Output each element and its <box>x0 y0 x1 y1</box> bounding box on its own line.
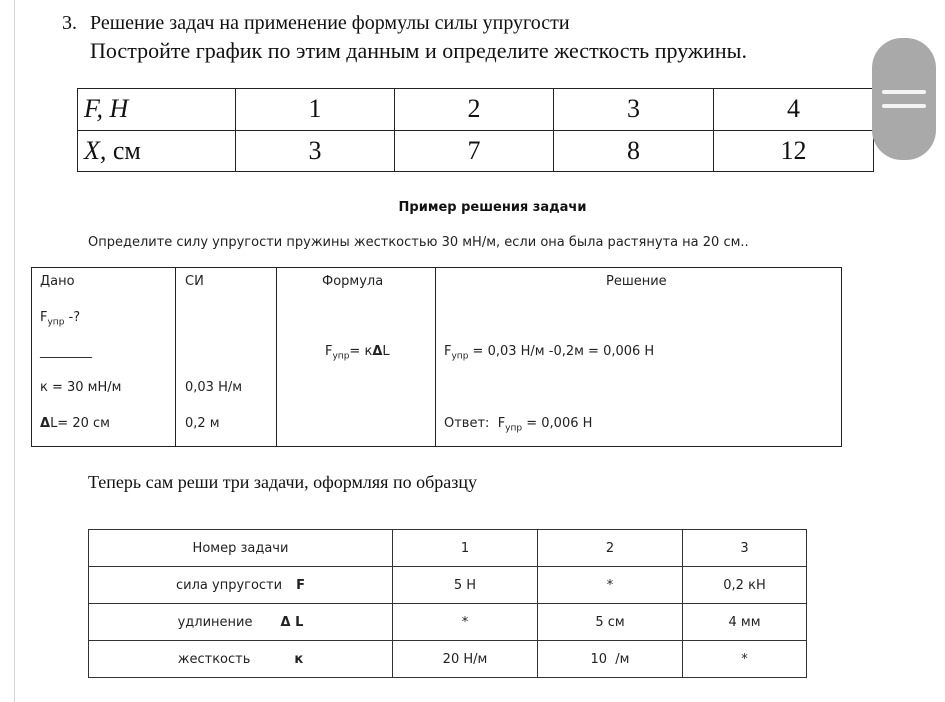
table-row <box>78 130 874 172</box>
force-extension-table <box>77 88 874 172</box>
header-given: Дано <box>40 274 75 289</box>
table-row <box>89 604 807 641</box>
table-row <box>78 89 874 131</box>
header-cell: 1 <box>393 530 538 567</box>
table-cell: 1 <box>236 89 395 131</box>
task-heading: Решение задач на применение формулы силы упругости <box>90 12 570 34</box>
exercise-instruction: Теперь сам реши три задачи, оформляя по образцу <box>88 472 477 492</box>
si-stiffness: 0,03 Н/м <box>185 380 243 395</box>
row-label-force <box>78 89 236 131</box>
formula-hooke: $F_{упр}= к\Delta L$ <box>325 344 390 362</box>
extension-variable: X, <box>84 135 107 165</box>
table-cell: 8 <box>554 130 714 172</box>
page-edge-line <box>14 0 15 702</box>
task-number: 3. <box>62 12 77 34</box>
header-solution: Решение <box>606 274 667 289</box>
force-unit: Н <box>109 94 129 124</box>
given-unknown: $F_{упр}$ -? <box>40 310 81 328</box>
example-title: Пример решения задачи <box>398 200 587 215</box>
menu-button[interactable] <box>872 38 936 160</box>
table-cell: * <box>538 567 683 604</box>
header-cell: 2 <box>538 530 683 567</box>
table-cell: 4 <box>714 89 874 131</box>
table-cell: * <box>393 604 538 641</box>
solution-answer: Ответ: $F_{упр} = 0,006$ Н <box>444 416 593 434</box>
header-task-number: Номер задачи <box>89 530 393 567</box>
exercise-table <box>88 529 807 678</box>
row-label-extension <box>78 130 236 172</box>
row-label-force: сила упругости F <box>89 567 393 604</box>
header-cell: 3 <box>683 530 807 567</box>
row-label-extension: удлинение Δ L <box>89 604 393 641</box>
table-row <box>89 530 807 567</box>
table-cell: 2 <box>395 89 554 131</box>
force-variable: F, <box>84 94 104 124</box>
table-row <box>89 567 807 604</box>
example-solution-table <box>31 267 842 447</box>
table-cell: 0,2 кН <box>683 567 807 604</box>
table-cell: 20 Н/м <box>393 641 538 678</box>
table-row <box>89 641 807 678</box>
table-cell: * <box>683 641 807 678</box>
example-problem: Определите силу упругости пружины жесткостью 30 мН/м, если она была растянута на 20 см.. <box>88 235 749 250</box>
solution-calculation: $F_{упр} = 0,03$ Н/м -0,2м = 0,006 Н <box>444 344 655 362</box>
given-extension: ΔL= 20 см <box>40 416 110 431</box>
table-cell: 10 /м <box>538 641 683 678</box>
table-cell: 3 <box>236 130 395 172</box>
row-label-stiffness: жесткость к <box>89 641 393 678</box>
table-cell: 4 мм <box>683 604 807 641</box>
given-separator: ________ <box>40 344 92 359</box>
table-cell: 5 Н <box>393 567 538 604</box>
table-cell: 7 <box>395 130 554 172</box>
header-formula: Формула <box>322 274 384 289</box>
header-si: СИ <box>185 274 204 289</box>
table-cell: 3 <box>554 89 714 131</box>
task-instruction: Постройте график по этим данным и определите жесткость пружины. <box>90 38 747 63</box>
table-cell: 5 см <box>538 604 683 641</box>
table-cell: 12 <box>714 130 874 172</box>
si-extension: 0,2 м <box>185 416 220 431</box>
extension-unit: см <box>112 135 141 165</box>
given-stiffness: к = 30 мН/м <box>40 380 122 395</box>
